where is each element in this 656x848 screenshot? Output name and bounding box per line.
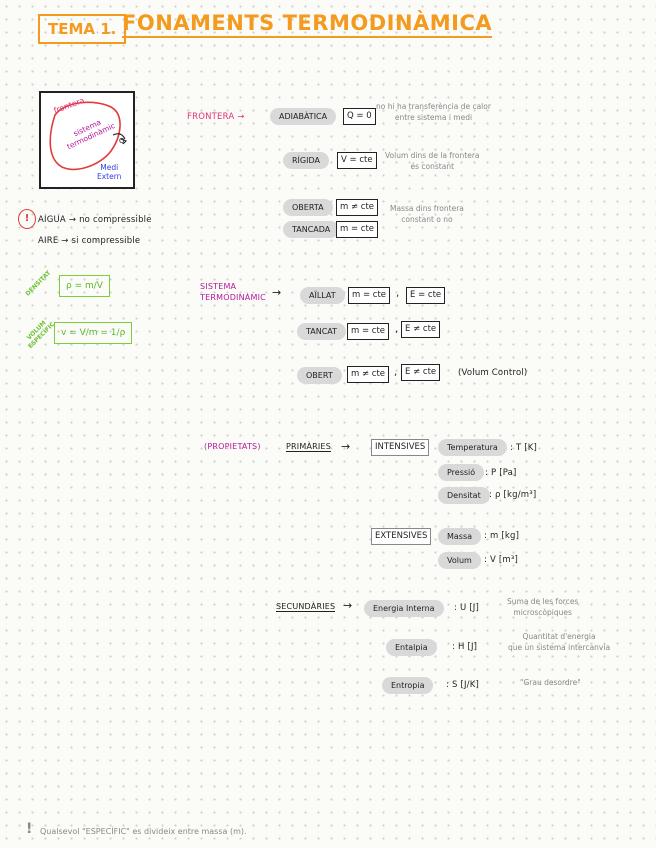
frontera-formula-oberta: m ≠ cte [336, 199, 378, 216]
extensives-label: EXTENSIVES [371, 528, 431, 545]
sistema-type-tancat: TANCAT [297, 323, 346, 340]
medi-label: Medi Extern [97, 163, 122, 181]
specific-volume-label: VOLUM ESPECÍFIC [25, 319, 57, 351]
extensive-massa-symbol: : m [kg] [484, 531, 520, 541]
sistema-sep-aillat: , [396, 288, 400, 299]
intensives-label: INTENSIVES [371, 439, 429, 456]
frontera-type-adiabatica: ADIABÀTICA [270, 108, 336, 125]
extensive-volum: Volum [438, 552, 481, 569]
footer-icon: ! [26, 821, 33, 837]
intensive-densitat: Densitat [438, 487, 490, 504]
sistema-f2-obert: E ≠ cte [401, 364, 440, 381]
intensive-temperatura-symbol: : T [K] [510, 443, 538, 453]
page-title: FONAMENTS TERMODINÀMICA [122, 11, 492, 38]
frontera-note-oberta-tancada: Massa dins frontera constant o no [390, 204, 464, 224]
secundaries-arrow: → [343, 599, 353, 612]
frontera-type-rigida: RÍGIDA [283, 152, 329, 169]
sistema-heading: SISTEMA TERMODINÀMIC [200, 282, 266, 302]
sistema-sep-tancat: , [395, 324, 399, 335]
sistema-f1-obert: m ≠ cte [347, 366, 389, 383]
sistema-type-obert: OBERT [297, 367, 342, 384]
intensive-densitat-symbol: : ρ [kg/m³] [489, 490, 537, 500]
primaries-arrow: → [341, 440, 351, 453]
frontera-note-adiabatica: no hi ha transferència de calor entre sistema i medi [376, 102, 491, 122]
primaries-label: PRIMÀRIES [286, 442, 331, 451]
secondary-entropia-symbol: : S [J/K] [446, 680, 480, 690]
frontera-label: frontera [52, 95, 86, 116]
heat-label: Q [119, 137, 125, 145]
frontera-formula-adiabatica: Q = 0 [343, 108, 376, 125]
extensive-volum-symbol: : V [m³] [484, 555, 519, 565]
system-diagram [39, 91, 135, 189]
sistema-extra-obert: (Volum Control) [458, 368, 528, 378]
sistema-arrow: → [272, 286, 282, 299]
frontera-note-rigida: Volum dins de la frontera és constant [385, 151, 480, 171]
frontera-heading: FRONTERA → [187, 112, 245, 122]
propietats-heading: (PROPIETATS) [204, 442, 261, 451]
sistema-type-aillat: AÏLLAT [300, 287, 345, 304]
secondary-entropia-note: "Grau desordre" [520, 678, 581, 687]
intensive-temperatura: Temperatura [438, 439, 507, 456]
sistema-f1-aillat: m = cte [348, 287, 390, 304]
extensive-massa: Massa [438, 528, 481, 545]
sistema-sep-obert: , [394, 367, 398, 378]
alert-line-1: AIGUA → no compressible [38, 215, 152, 225]
alert-line-2: AIRE → si compressible [38, 236, 141, 246]
sistema-f2-aillat: E = cte [406, 287, 445, 304]
frontera-type-oberta: OBERTA [283, 199, 333, 216]
secondary-energia-interna-symbol: : U [J] [454, 603, 480, 613]
footer-text: Qualsevol "ESPECÍFIC" es divideix entre massa (m). [40, 827, 247, 836]
secondary-energia-interna-note: Suma de les forces microscòpiques [507, 597, 579, 617]
sistema-label: sistema termodinàmic [65, 117, 117, 152]
density-formula: ρ = m/V [59, 275, 110, 297]
secondary-entalpia-note: Quantitat d'energia que un sistema intercanvia [508, 632, 611, 652]
density-label: DENSITAT [24, 269, 53, 298]
secondary-energia-interna: Energia Interna [364, 600, 444, 617]
frontera-formula-tancada: m = cte [336, 221, 378, 238]
sistema-f2-tancat: E ≠ cte [401, 321, 440, 338]
secundaries-label: SECUNDÀRIES [276, 602, 336, 611]
alert-icon: ! [18, 209, 36, 229]
frontera-formula-rigida: V = cte [337, 152, 377, 169]
frontera-type-tancada: TANCADA [283, 221, 339, 238]
sistema-f1-tancat: m = cte [347, 323, 389, 340]
specific-volume-formula: v = V/m = 1/ρ [54, 322, 132, 344]
secondary-entalpia: Entalpia [386, 639, 437, 656]
intensive-pressio: Pressió [438, 464, 484, 481]
secondary-entropia: Entropia [382, 677, 433, 694]
title-badge: TEMA 1. [38, 14, 126, 44]
secondary-entalpia-symbol: : H [J] [452, 642, 478, 652]
intensive-pressio-symbol: : P [Pa] [485, 468, 517, 478]
